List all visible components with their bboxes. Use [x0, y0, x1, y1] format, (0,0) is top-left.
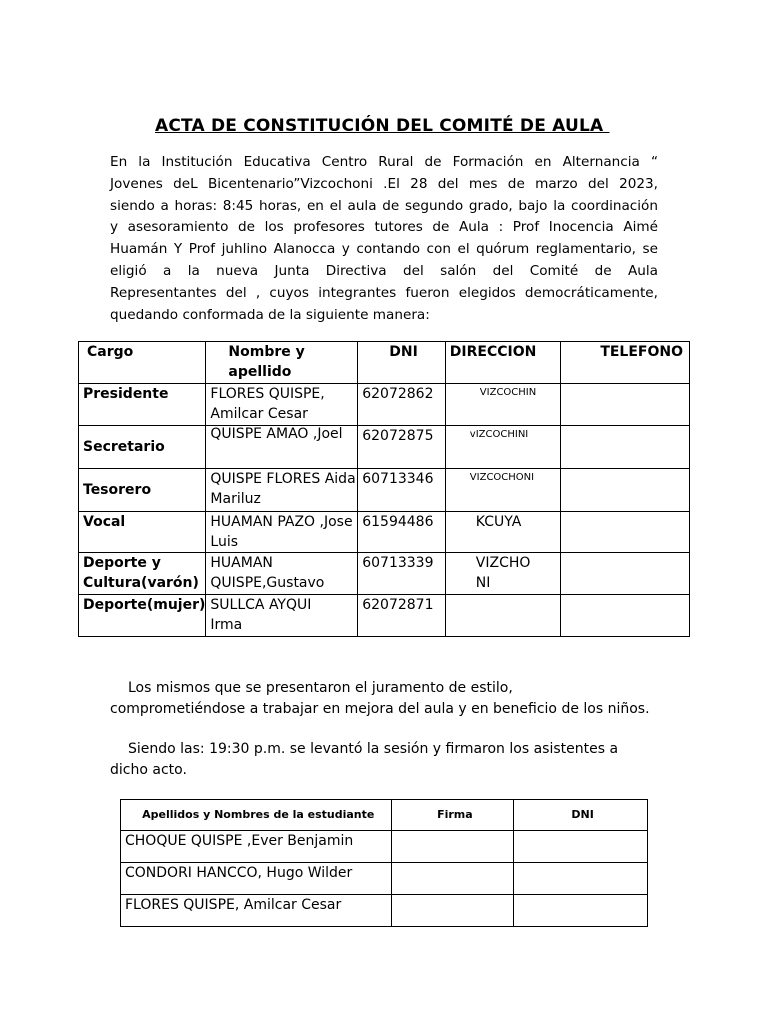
nombre-cell: SULLCA AYQUI Irma: [206, 595, 358, 637]
intro-line: Representantes del , cuyos integrantes fueron elegidos democráticamente,: [110, 284, 658, 301]
firma-cell: [392, 831, 514, 863]
header-nombre: Nombre y apellido: [206, 342, 358, 384]
oath-text: Los mismos que se presentaron el juramento de estilo, comprometiéndose a trabajar en mejora del aula y en beneficio de los niños.: [110, 680, 650, 717]
dni-cell: 62072862: [358, 384, 446, 426]
header-dni: DNI: [514, 800, 648, 831]
firma-cell: [392, 895, 514, 927]
table-row: [79, 553, 690, 595]
header-cargo: Cargo: [79, 342, 206, 384]
cargo-cell: Tesorero: [79, 469, 206, 512]
cargo-cell: Deporte(mujer): [79, 595, 206, 637]
telefono-cell: [561, 426, 690, 469]
table-row: [79, 426, 690, 469]
dni-cell: 62072871: [358, 595, 446, 637]
nombre-cell: CHOQUE QUISPE ,Ever Benjamin: [121, 831, 392, 863]
committee-table: [78, 341, 690, 637]
table-row: [121, 895, 648, 927]
cargo-cell: Deporte y Cultura(varón): [79, 553, 206, 595]
direccion-cell: KCUYA: [445, 512, 561, 553]
telefono-cell: [561, 469, 690, 512]
intro-line: eligió a la nueva Junta Directiva del salón del Comité de Aula: [110, 262, 658, 279]
dni-cell: 61594486: [358, 512, 446, 553]
nombre-cell: FLORES QUISPE, Amilcar Cesar: [206, 384, 358, 426]
closing-paragraph-session: [110, 739, 650, 781]
dni-cell: 62072875: [358, 426, 446, 469]
intro-paragraph: [110, 152, 658, 326]
intro-line: y asesoramiento de los profesores tutores de Aula : Prof Inocencia Aimé: [110, 219, 658, 236]
intro-line: quedando conformada de la siguiente manera:: [110, 306, 430, 323]
telefono-cell: [561, 595, 690, 637]
closing-paragraph-oath: [110, 678, 650, 720]
header-direccion: DIRECCION: [445, 342, 561, 384]
direccion-cell: VIZCOCHIN: [445, 384, 561, 426]
direccion-cell: VIZCOCHONI: [445, 469, 561, 512]
intro-line: Jovenes deL Bicentenario”Vizcochoni .El 28 del mes de marzo del 2023,: [110, 175, 658, 192]
intro-line: siendo a horas: 8:45 horas, en el aula de segundo grado, bajo la coordinación: [110, 197, 658, 214]
direccion-cell: vIZCOCHINI: [445, 426, 561, 469]
cargo-cell: Presidente: [79, 384, 206, 426]
table-header-row: [121, 800, 648, 831]
table-row: [79, 469, 690, 512]
dni-cell: 60713346: [358, 469, 446, 512]
nombre-cell: QUISPE AMAO ,Joel: [206, 426, 358, 469]
direccion-cell: VIZCHO NI: [445, 553, 561, 595]
direccion-cell: [445, 595, 561, 637]
nombre-cell: HUAMAN QUISPE,Gustavo: [206, 553, 358, 595]
intro-line: En la Institución Educativa Centro Rural de Formación en Alternancia “: [110, 154, 658, 170]
telefono-cell: [561, 384, 690, 426]
dni-cell: [514, 895, 648, 927]
header-telefono: TELEFONO: [561, 342, 690, 384]
table-row: [121, 863, 648, 895]
nombre-cell: CONDORI HANCCO, Hugo Wilder: [121, 863, 392, 895]
cargo-cell: Vocal: [79, 512, 206, 553]
firma-cell: [392, 863, 514, 895]
dni-cell: [514, 831, 648, 863]
nombre-cell: FLORES QUISPE, Amilcar Cesar: [121, 895, 392, 927]
table-row: [79, 595, 690, 637]
intro-line: Huamán Y Prof juhlino Alanocca y contando con el quórum reglamentario, se: [110, 241, 658, 258]
table-header-row: [79, 342, 690, 384]
attendance-table: [120, 799, 648, 927]
table-row: [79, 512, 690, 553]
header-nombres: Apellidos y Nombres de la estudiante: [121, 800, 392, 831]
nombre-cell: QUISPE FLORES Aida Mariluz: [206, 469, 358, 512]
table-row: [79, 384, 690, 426]
cargo-cell: Secretario: [79, 426, 206, 469]
dni-cell: [514, 863, 648, 895]
dni-cell: 60713339: [358, 553, 446, 595]
header-dni: DNI: [358, 342, 446, 384]
nombre-cell: HUAMAN PAZO ,Jose Luis: [206, 512, 358, 553]
document-title: ACTA DE CONSTITUCIÓN DEL COMITÉ DE AULA: [155, 116, 610, 136]
telefono-cell: [561, 512, 690, 553]
telefono-cell: [561, 553, 690, 595]
session-text: Siendo las: 19:30 p.m. se levantó la sesión y firmaron los asistentes a dicho acto.: [110, 741, 619, 778]
header-firma: Firma: [392, 800, 514, 831]
table-row: [121, 831, 648, 863]
